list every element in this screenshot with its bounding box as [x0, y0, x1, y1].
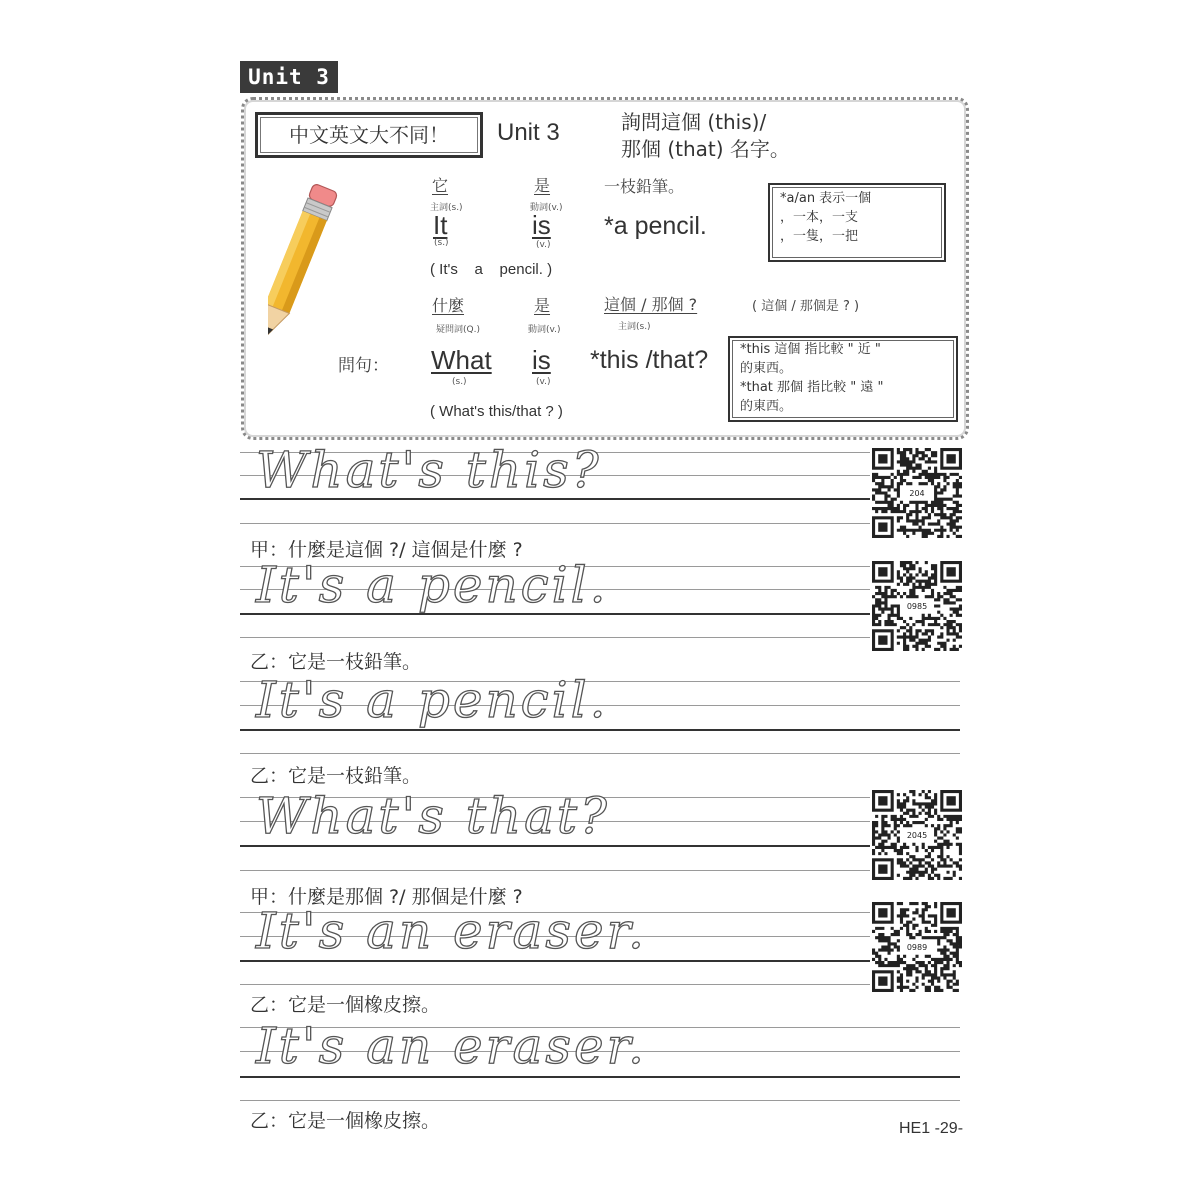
- unit-tab: Unit 3: [240, 61, 338, 93]
- title-box: 中文英文大不同！: [255, 112, 483, 158]
- qr-label: 0989: [906, 943, 928, 952]
- s2-zh-subject: 什麼: [432, 296, 465, 315]
- s1-zh-subject: 它: [432, 176, 449, 195]
- s2-subject: What: [431, 345, 492, 375]
- qr-code-icon[interactable]: [872, 448, 962, 538]
- question-line-1: 詢問這個 (this)/: [621, 110, 767, 134]
- unit-label: Unit 3: [497, 119, 560, 146]
- s2-tag-object: 主詞(s.): [618, 322, 651, 332]
- s1-verb: is: [532, 210, 551, 240]
- note-a-line3: ，一隻，一把: [780, 229, 859, 244]
- question-line-2: 那個 (that) 名字。: [621, 137, 790, 161]
- baseline: [240, 729, 960, 731]
- note-this-that: [728, 336, 958, 422]
- baseline: [240, 845, 870, 847]
- guide-line: [240, 1100, 960, 1101]
- s2-zh-object: 這個 / 那個 ?: [604, 295, 698, 314]
- note-this-line1: *this 這個 指比較 " 近 ": [740, 342, 881, 357]
- s2-object: *this /that?: [590, 346, 709, 374]
- s1-tag-verb: 動詞(v.): [530, 203, 563, 213]
- trace-text: What's that?: [256, 787, 610, 845]
- qr-code-icon[interactable]: [872, 790, 962, 880]
- qr-label: 0985: [906, 602, 928, 611]
- s2-tag-verb: 動詞(v.): [528, 325, 561, 335]
- s1-full: ( It's a pencil. ): [430, 261, 553, 278]
- s2-zh-paren: ( 這個 / 那個是 ? ): [752, 299, 860, 314]
- translation: 乙：它是一個橡皮擦。: [250, 1110, 441, 1132]
- s1-sub-v: (v.): [536, 240, 551, 250]
- trace-text: It's a pencil.: [256, 671, 609, 729]
- translation: 乙：它是一枝鉛筆。: [250, 765, 422, 787]
- s1-zh-object: 一枝鉛筆。: [604, 177, 685, 196]
- note-this-line4: 的東西。: [740, 399, 793, 414]
- translation: 乙：它是一枝鉛筆。: [250, 651, 422, 673]
- s2-verb: is: [532, 345, 551, 375]
- s2-full: ( What's this/that ? ): [430, 403, 563, 420]
- s1-sub-s: (s.): [434, 238, 449, 248]
- s2-prefix: 問句：: [338, 356, 389, 376]
- qr-label: 2045: [906, 831, 928, 840]
- qr-label: 204: [909, 489, 925, 498]
- qr-code-icon[interactable]: [872, 561, 962, 651]
- translation: 甲：什麼是那個 ?/ 那個是什麼 ?: [250, 886, 523, 908]
- s1-subject: It: [433, 210, 448, 240]
- note-this-line3: *that 那個 指比較 " 遠 ": [740, 380, 884, 395]
- trace-text: It's an eraser.: [256, 1017, 647, 1075]
- page-number: HE1 -29-: [899, 1120, 964, 1137]
- translation: 乙：它是一個橡皮擦。: [250, 994, 441, 1016]
- guide-line: [240, 984, 870, 985]
- s2-tag-subject: 疑問詞(Q.): [436, 325, 480, 335]
- s1-tag-subject: 主詞(s.): [430, 203, 463, 213]
- baseline: [240, 960, 870, 962]
- trace-text: What's this?: [256, 441, 602, 499]
- guide-line: [240, 637, 870, 638]
- guide-line: [240, 753, 960, 754]
- s2-sub-v: (v.): [536, 377, 551, 387]
- trace-text: It's a pencil.: [256, 556, 609, 614]
- guide-line: [240, 870, 870, 871]
- guide-line: [240, 523, 870, 524]
- s2-sub-s: (s.): [452, 377, 467, 387]
- s1-zh-verb: 是: [534, 176, 551, 195]
- s2-zh-verb: 是: [534, 296, 551, 315]
- note-this-line2: 的東西。: [740, 361, 793, 376]
- note-a-line1: *a/an 表示一個: [780, 191, 872, 206]
- note-a-line2: ，一本，一支: [780, 210, 859, 225]
- note-a-an: [768, 183, 946, 262]
- s1-object: *a pencil.: [604, 212, 707, 240]
- trace-text: It's an eraser.: [256, 902, 647, 960]
- baseline: [240, 1076, 960, 1078]
- pencil-icon: [268, 178, 378, 348]
- translation: 甲：什麼是這個 ?/ 這個是什麼 ?: [250, 539, 523, 561]
- qr-code-icon[interactable]: [872, 902, 962, 992]
